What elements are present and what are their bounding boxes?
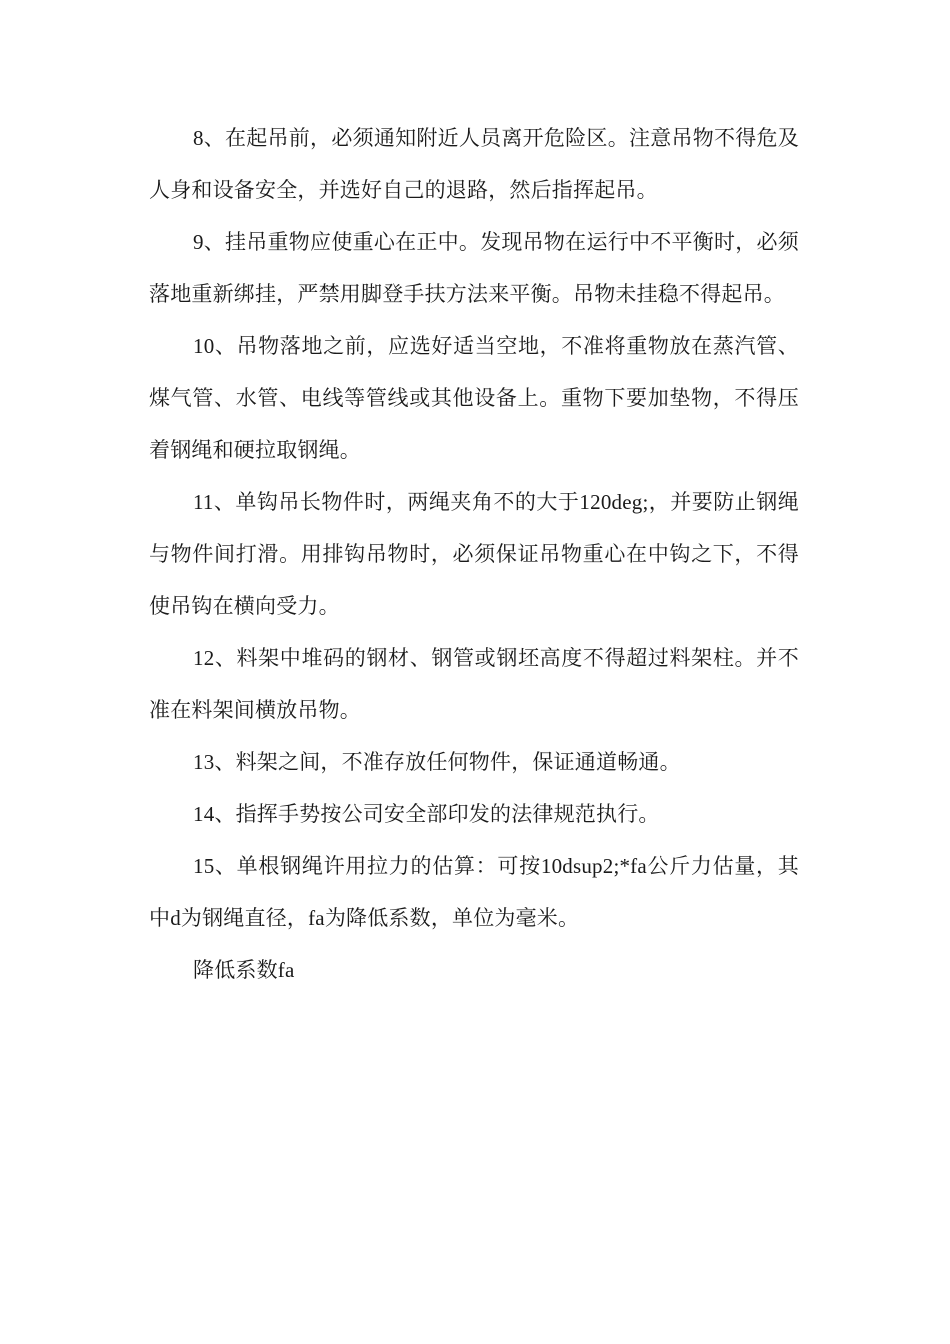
paragraph-rule-12: 12、料架中堆码的钢材、钢管或钢坯高度不得超过料架柱。并不准在料架间横放吊物。 — [149, 646, 799, 722]
paragraph-rule-11: 11、单钩吊长物件时，两绳夹角不的大于120deg;，并要防止钢绳与物件间打滑。用排钩吊物时，必须保证吊物重心在中钩之下，不得使吊钩在横向受力。 — [149, 490, 799, 618]
document-body — [149, 112, 799, 996]
paragraph-rule-13: 13、料架之间，不准存放任何物件，保证通道畅通。 — [193, 750, 681, 774]
paragraph-rule-9: 9、挂吊重物应使重心在正中。发现吊物在运行中不平衡时，必须落地重新绑挂，严禁用脚登手扶方法来平衡。吊物未挂稳不得起吊。 — [149, 230, 799, 306]
paragraph-rule-15: 15、单根钢绳许用拉力的估算：可按10dsup2;*fa公斤力估量，其中d为钢绳直径，fa为降低系数，单位为毫米。 — [149, 854, 799, 930]
paragraph-rule-8: 8、在起吊前，必须通知附近人员离开危险区。注意吊物不得危及人身和设备安全，并选好自己的退路，然后指挥起吊。 — [149, 126, 799, 202]
paragraph-rule-14: 14、指挥手势按公司安全部印发的法律规范执行。 — [193, 802, 660, 826]
paragraph-reduction-factor-heading: 降低系数fa — [193, 958, 295, 982]
paragraph-rule-10: 10、吊物落地之前，应选好适当空地，不准将重物放在蒸汽管、煤气管、水管、电线等管线或其他设备上。重物下要加垫物，不得压着钢绳和硬拉取钢绳。 — [149, 334, 799, 462]
